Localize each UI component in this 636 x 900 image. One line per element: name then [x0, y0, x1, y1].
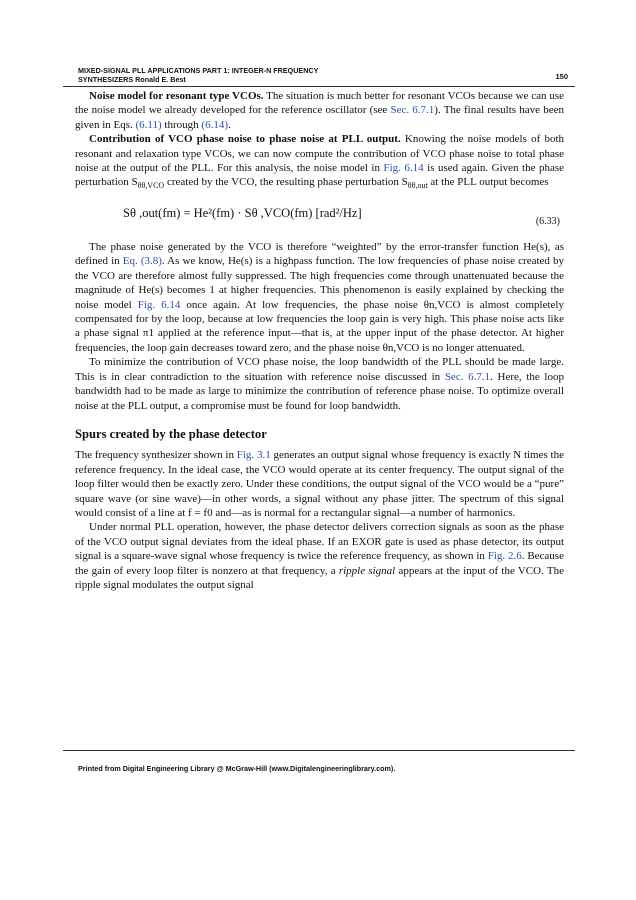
page-body [75, 89, 564, 592]
equation-6-33 [75, 194, 564, 240]
header-rule [63, 86, 575, 87]
paragraph-resonant-vco-noise: Noise model for resonant type VCOs. The situation is much better for resonant VCOs because we can use the noise model we already developed for the reference oscillator (see Sec. 6.7.1). The final results have been given in Eqs. (6.11) through (6.14). [75, 90, 564, 131]
link-eq-3-8[interactable]: Eq. (3.8) [122, 255, 162, 268]
link-sec-6-7-1[interactable]: Sec. 6.7.1 [390, 104, 435, 117]
equation-number: (6.33) [535, 216, 560, 228]
paragraph-vco-contribution: Contribution of VCO phase noise to phase noise at PLL output. Knowing the noise models of both resonant and relaxation type VCOs, we can now compute the contribution of VCO phase noise to total phase noise at the output of the PLL. For this analysis, the noise model in Fig. 6.14 is used again. Given the phase perturbation $S_{\theta\theta,VCO}$ created by the VCO, the resulting phase perturbation $S_{\theta\theta,out}$ at the PLL output becomes [75, 133, 565, 191]
link-fig-3-1[interactable]: Fig. 3.1 [236, 449, 271, 462]
link-fig-6-14[interactable]: Fig. 6.14 [383, 162, 424, 175]
link-sec-6-7-1[interactable]: Sec. 6.7.1 [444, 370, 491, 383]
section-heading-spurs: Spurs created by the phase detector [75, 426, 267, 441]
paragraph-weighted-noise: The phase noise generated by the VCO is therefore “weighted” by the error-transfer function He(s), as defined in Eq. (3.8). As we know, He(s) is a highpass function. The low frequencies of phase noise created by the VCO are therefore almost fully suppressed. The high frequencies come through unattenuated because the magnitude of He(s) becomes 1 at higher frequencies. This phenomenon is easily explained by checking the noise model Fig. 6.14 once again. At low frequencies, the phase noise θn,VCO is almost completely compensated for by the loop, because at low frequencies the loop gain is very high. This phase noise acts like a phase signal π1 applied at the reference input—that is, at the upper input of the phase detector. At higher frequencies, the loop gain decreases toward zero, and the phase noise θn,VCO is no longer attenuated. [75, 241, 565, 354]
running-header [78, 66, 568, 84]
link-eq-6-11[interactable]: (6.11) [135, 118, 162, 131]
header-title-line1: MIXED-SIGNAL PLL APPLICATIONS PART 1: INTEGER-N FREQUENCY [78, 66, 319, 75]
link-eq-6-14[interactable]: (6.14) [201, 118, 228, 131]
footer-credit: Printed from Digital Engineering Library @ McGraw-Hill (www.Digitalengineeringlibrary.com). [78, 764, 396, 773]
link-fig-6-14[interactable]: Fig. 6.14 [137, 298, 181, 311]
lead-heading: Contribution of VCO phase noise to phase noise at PLL output. [89, 133, 401, 146]
lead-heading: Noise model for resonant type VCOs. [89, 90, 264, 102]
header-title-line2: SYNTHESIZERS Ronald E. Best [78, 75, 186, 84]
footer-rule [63, 750, 575, 751]
paragraph-ripple-signal: Under normal PLL operation, however, the phase detector delivers correction signals as soon as the phase of the VCO output signal deviates from the ideal phase. If an EXOR gate is used as phase detector, its output signal is a square-wave signal whose frequency is twice the reference frequency, as shown in Fig. 2.6. Because the gain of every loop filter is nonzero at that frequency, a ripple signal appears at the input of the VCO. The ripple signal modulates the output signal [75, 521, 564, 591]
page-number: 150 [555, 72, 568, 81]
equation-formula: Sθ ,out(fm) = He²(fm) · Sθ ,VCO(fm) [rad²/Hz] [123, 206, 362, 221]
paragraph-loop-bandwidth: To minimize the contribution of VCO phase noise, the loop bandwidth of the PLL should be made large. This is in clear contradiction to the situation with reference noise discussed in Sec. 6.7.1. Here, the loop bandwidth had to be made as large to minimize the contribution of reference phase noise. To optimize overall noise at the PLL output, a compromise must be found for loop bandwidth. [75, 356, 564, 412]
link-fig-2-6[interactable]: Fig. 2.6 [487, 550, 522, 563]
paragraph-synthesizer-output: The frequency synthesizer shown in Fig. 3.1 generates an output signal whose frequency is exactly N times the reference frequency. In the ideal case, the VCO would operate at its center frequency. The output signal of the loop filter would then be exactly zero. Under these conditions, the output signal of the VCO would be a “pure” square wave (or sine wave)—in other words, a signal without any phase jitter. The spectrum of this signal would consist of a line at f = f0 and—as is normal for a rectangular signal—a number of harmonics. [75, 449, 564, 519]
emphasis-ripple-signal: ripple signal [338, 564, 396, 577]
